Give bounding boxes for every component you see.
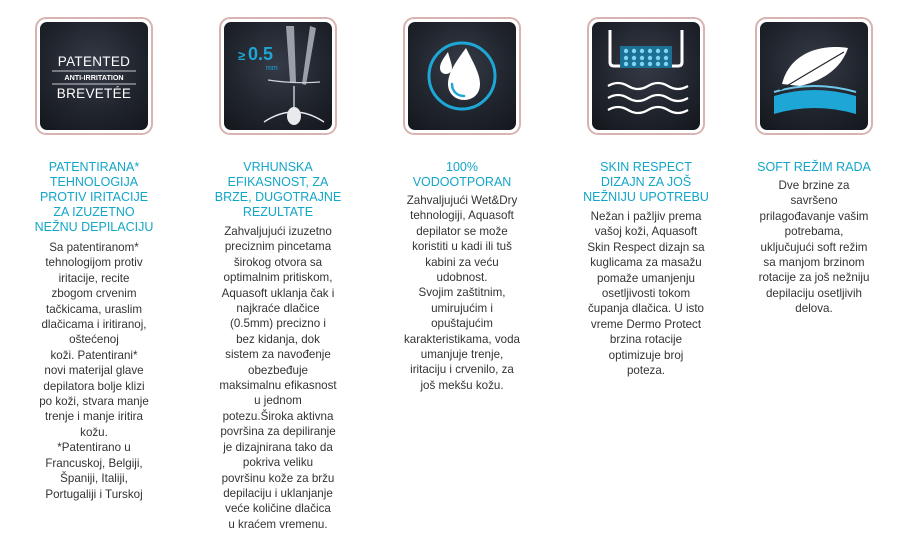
measure-value: 0.5 [248, 44, 274, 64]
water-drop-icon [408, 22, 516, 130]
feature-description: Dve brzine za savršeno prilagođavanje vašim potrebama, uključujući soft režim sa manjom brzinom rotacije za još nežniju depilaciju osetljivih delova. [758, 179, 870, 316]
feature-heading: VRHUNSKA EFIKASNOST, ZA BRZE, DUGOTRAJNE REZULTATE [214, 160, 342, 219]
feature-tile [755, 17, 873, 135]
feature-tile [35, 17, 153, 135]
badge-bottom-text: BREVETÉE [56, 86, 132, 101]
feature-heading: PATENTIRANA* TEHNOLOGIJA PROTIV IRITACIJE ZA IZUZETNO NEŽNU DEPILACIJU [34, 160, 154, 234]
measure-unit: mm [266, 65, 278, 72]
feature-tile [219, 17, 337, 135]
feather-icon [760, 22, 868, 130]
badge-top-text: PATENTED [57, 54, 131, 69]
feature-tile [587, 17, 705, 135]
badge-middle-text: ANTI-IRRITATION [64, 73, 124, 82]
feature-heading: SKIN RESPECT DIZAJN ZA JOŠ NEŽNIJU UPOTREBU [583, 160, 709, 204]
massage-head-icon [592, 22, 700, 130]
measure-prefix: ≥ [238, 48, 246, 63]
feature-description: Zahvaljujući Wet&Dry tehnologiji, Aquasoft depilator se može koristiti u kadi ili tuš kabini za veću udobnost. Svojim zaštitnim, umirujućim i opuštajućim karakteristikama, voda umanjuje trenje, iritaciju i crvenilo, za još mekšu kožu. [404, 194, 520, 392]
feature-heading: SOFT REŽIM RADA [757, 160, 871, 174]
feature-description: Zahvaljujući izuzetno preciznim pincetama širokog otvora sa optimalnim pritiskom, Aquasoft uklanja čak i najkraće dlačice (0.5mm) precizno i bez kidanja, dok sistem za navođenje obezbeđuje maksimalnu efikasnost u jednom potezu.Široka aktivna površina za depiliranje je dizajnirana tako da pokriva veliku površinu kože za bržu depilaciju i uklanjanje veće količine dlačica u kraćem vremenu. [219, 225, 337, 531]
feature-description: Nežan i pažljiv prema vašoj koži, Aquasoft Skin Respect dizajn sa kuglicama za masažu pomaže umanjenju osetljivosti tokom čupanja dlačica. U isto vreme Dermo Protect brzina rotacije optimizuje broj poteza. [587, 210, 705, 378]
tweezer-precision-icon [224, 22, 332, 130]
feature-description: Sa patentiranom* tehnologijom protiv iritacije, recite zbogom crvenim tačkicama, uraslim dlačicama i iritiranoj, oštećenoj koži. Patentirani* novi materijal glave depilatora bolje klizi po koži, stvara manje trenje i manje iritira kožu. *Patentirano u Francuskoj, Belgiji, Španiji, Italiji, Portugaliji i Turskoj [39, 241, 149, 501]
feature-tile [403, 17, 521, 135]
patented-badge-icon [40, 22, 148, 130]
feature-heading: 100% VODOOTPORAN [412, 160, 512, 189]
